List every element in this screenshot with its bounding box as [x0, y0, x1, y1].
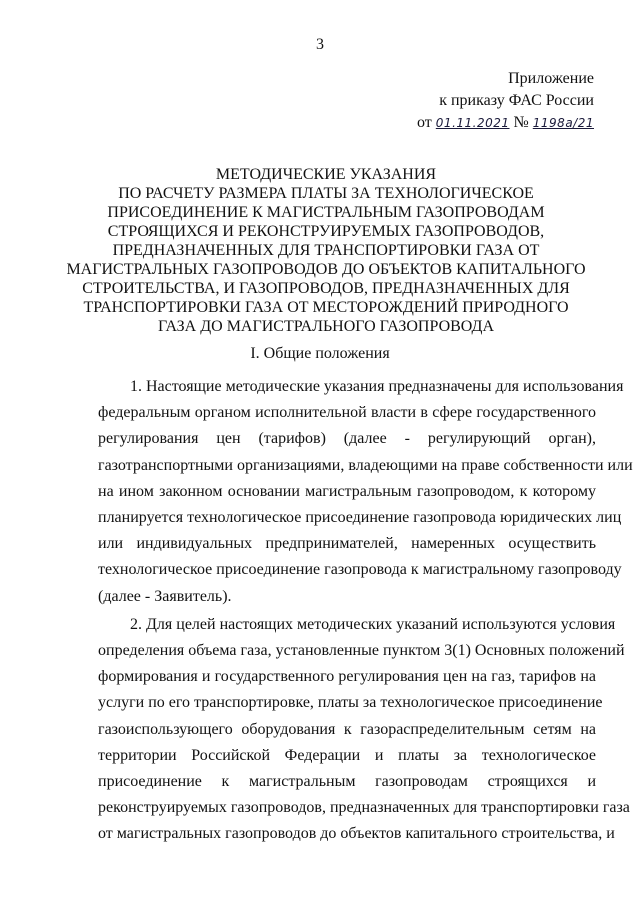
- title-line: ПО РАСЧЕТУ РАЗМЕРА ПЛАТЫ ЗА ТЕХНОЛОГИЧЕСКОЕ: [118, 185, 534, 202]
- text-line: территории Российской Федерации и платы за технологическое: [98, 746, 596, 764]
- paragraph-2: [98, 612, 630, 848]
- text-line: федеральным органом исполнительной власти в сфере государственного: [98, 404, 596, 422]
- title-line: МАГИСТРАЛЬНЫХ ГАЗОПРОВОДОВ ДО ОБЪЕКТОВ КАПИТАЛЬНОГО: [66, 261, 586, 278]
- title-line: ТРАНСПОРТИРОВКИ ГАЗА ОТ МЕСТОРОЖДЕНИЙ ПРИРОДНОГО: [83, 299, 569, 316]
- text-line: присоединение к магистральным газопроводам строящихся и: [98, 773, 596, 791]
- paragraph-1: [98, 374, 633, 610]
- appendix-order-ref: к приказу ФАС России: [439, 92, 594, 109]
- text-line: 1. Настоящие методические указания предназначены для использования: [130, 378, 624, 395]
- text-line: газотранспортными организациями, владеющими на праве собственности или: [98, 456, 633, 474]
- title-line: ПРИСОЕДИНЕНИЕ К МАГИСТРАЛЬНЫМ ГАЗОПРОВОДАМ: [107, 204, 545, 221]
- text-line: регулирования цен (тарифов) (далее - регулирующий орган),: [98, 430, 596, 448]
- title-line: ГАЗА ДО МАГИСТРАЛЬНОГО ГАЗОПРОВОДА: [157, 318, 495, 335]
- handwritten-date: 01.11.2021: [435, 116, 510, 130]
- text-line: определения объема газа, установленные пунктом 3(1) Основных положений: [98, 642, 625, 660]
- section-heading: I. Общие положения: [250, 345, 390, 362]
- text-line: планируется технологическое присоединение газопровода юридических лиц: [98, 509, 622, 527]
- title-line: ПРЕДНАЗНАЧЕННЫХ ДЛЯ ТРАНСПОРТИРОВКИ ГАЗА ОТ: [112, 242, 540, 259]
- text-line: технологическое присоединение газопровода к магистральному газопроводу: [98, 561, 622, 579]
- appendix-label: Приложение: [508, 70, 594, 87]
- text-line: газоиспользующего оборудования к газораспределительным сетям на: [98, 720, 596, 738]
- date-prefix: от: [417, 114, 432, 131]
- number-prefix: №: [513, 114, 529, 131]
- document-title: [62, 165, 590, 336]
- page-number: 3: [316, 36, 324, 53]
- title-line: МЕТОДИЧЕСКИЕ УКАЗАНИЯ: [215, 166, 437, 183]
- title-line: СТРОЯЩИХСЯ И РЕКОНСТРУИРУЕМЫХ ГАЗОПРОВОДОВ,: [107, 223, 545, 240]
- text-line: или индивидуальных предпринимателей, намеренных осуществить: [98, 535, 596, 553]
- body-text: [98, 374, 633, 848]
- text-line: 2. Для целей настоящих методических указаний используются условия: [130, 615, 616, 633]
- appendix-block: [417, 68, 594, 134]
- title-line: СТРОИТЕЛЬСТВА, И ГАЗОПРОВОДОВ, ПРЕДНАЗНАЧЕННЫХ ДЛЯ: [82, 280, 570, 297]
- text-line: (далее - Заявитель).: [98, 587, 232, 605]
- text-line: на ином законном основании магистральным газопроводом, к которому: [98, 482, 596, 500]
- appendix-date-number: [417, 112, 594, 134]
- text-line: от магистральных газопроводов до объектов капитального строительства, и: [98, 825, 615, 843]
- handwritten-number: 1198а/21: [532, 116, 594, 130]
- text-line: реконструируемых газопроводов, предназначенных для транспортировки газа: [98, 799, 630, 817]
- text-line: услуги по его транспортировке, платы за технологическое присоединение: [98, 694, 603, 712]
- text-line: формирования и государственного регулирования цен на газ, тарифов на: [98, 668, 596, 686]
